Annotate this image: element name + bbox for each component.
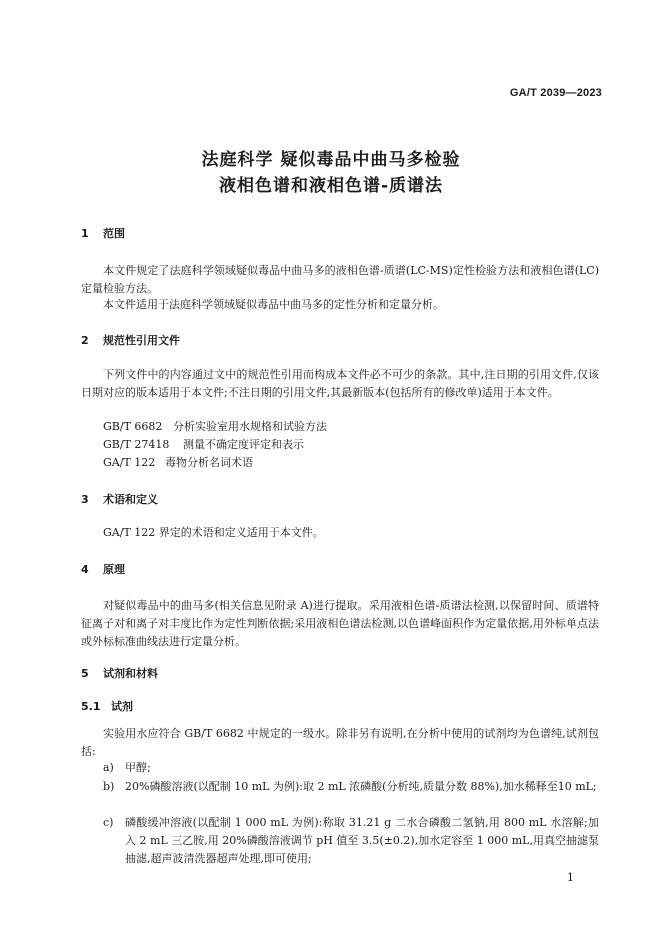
section-5-heading	[81, 665, 158, 681]
list-marker: c)	[103, 816, 114, 829]
section-3-paragraph-1: GA/T 122 界定的术语和定义适用于本文件。	[103, 526, 324, 539]
section-title: 原理	[103, 563, 125, 576]
section-number: 3	[81, 493, 89, 506]
document-title-line-2: 液相色谱和液相色谱-质谱法	[218, 176, 444, 196]
section-number: 4	[81, 563, 89, 576]
normative-reference	[103, 418, 327, 436]
section-title: 试剂和材料	[103, 667, 158, 680]
section-title: 术语和定义	[103, 493, 158, 506]
list-item	[103, 759, 599, 777]
section-number: 5	[81, 667, 89, 680]
normative-reference	[103, 436, 304, 454]
reference-title: 分析实验室用水规格和试验方法	[173, 420, 327, 433]
reference-code: GB/T 27418	[103, 438, 170, 451]
section-1-paragraph-2: 本文件适用于法庭科学领域疑似毒品中曲马多的定性分析和定量分析。	[103, 298, 444, 311]
normative-reference	[103, 454, 253, 472]
section-2-heading	[81, 332, 180, 348]
list-marker: b)	[103, 780, 115, 793]
reference-code: GA/T 122	[103, 456, 156, 469]
list-item	[103, 778, 599, 796]
section-3-heading	[81, 491, 158, 507]
section-2-paragraph-1: 下列文件中的内容通过文中的规范性引用而构成本文件必不可少的条款。其中,注日期的引用文件,仅该日期对应的版本适用于本文件;不注日期的引用文件,其最新版本(包括所有的修改单)适用于本文件。	[81, 368, 599, 399]
section-1-heading	[81, 225, 125, 241]
list-marker: a)	[103, 761, 114, 774]
reference-title: 测量不确定度评定和表示	[183, 438, 304, 451]
list-text: 磷酸缓冲溶液(以配制 1 000 mL 为例):称取 31.21 g 二水合磷酸二氢钠,用 800 mL 水溶解;加入 2 mL 三乙胺,用 20%磷酸溶液调节 pH 值至 3.5(±0.2),加水定容至 1 000 mL,用真空抽滤泵抽滤,超声波清洗器超声处理,即可使用;	[125, 816, 599, 865]
section-title: 规范性引用文件	[103, 334, 180, 347]
standard-code: GA/T 2039—2023	[509, 87, 602, 99]
list-text: 20%磷酸溶液(以配制 10 mL 为例):取 2 mL 浓磷酸(分析纯,质量分数 88%),加水稀释至10 mL;	[125, 780, 597, 793]
section-1-paragraph-1: 本文件规定了法庭科学领域疑似毒品中曲马多的液相色谱-质谱(LC-MS)定性检验方法和液相色谱(LC)定量检验方法。	[81, 264, 599, 295]
section-4-paragraph-1: 对疑似毒品中的曲马多(相关信息见附录 A)进行提取。采用液相色谱-质谱法检测,以保留时间、质谱特征离子对和离子对丰度比作为定性判断依据;采用液相色谱法检测,以色谱峰面积作为定量依据,用外标单点法或外标标准曲线法进行定量分析。	[81, 599, 599, 648]
section-number: 5.1	[81, 700, 101, 713]
section-title: 试剂	[111, 700, 133, 713]
list-item	[103, 814, 599, 868]
reference-code: GB/T 6682	[103, 420, 163, 433]
list-text: 甲醇;	[125, 761, 151, 774]
page-number: 1	[567, 871, 574, 884]
document-title-line-1: 法庭科学 疑似毒品中曲马多检验	[201, 150, 461, 170]
section-5-1-paragraph-1: 实验用水应符合 GB/T 6682 中规定的一级水。除非另有说明,在分析中使用的试剂均为色谱纯,试剂包括:	[81, 727, 599, 758]
section-number: 2	[81, 334, 89, 347]
section-number: 1	[81, 227, 89, 240]
section-title: 范围	[103, 227, 125, 240]
section-4-heading	[81, 561, 125, 577]
section-5-1-heading	[81, 698, 133, 714]
reference-title: 毒物分析名词术语	[165, 456, 253, 469]
